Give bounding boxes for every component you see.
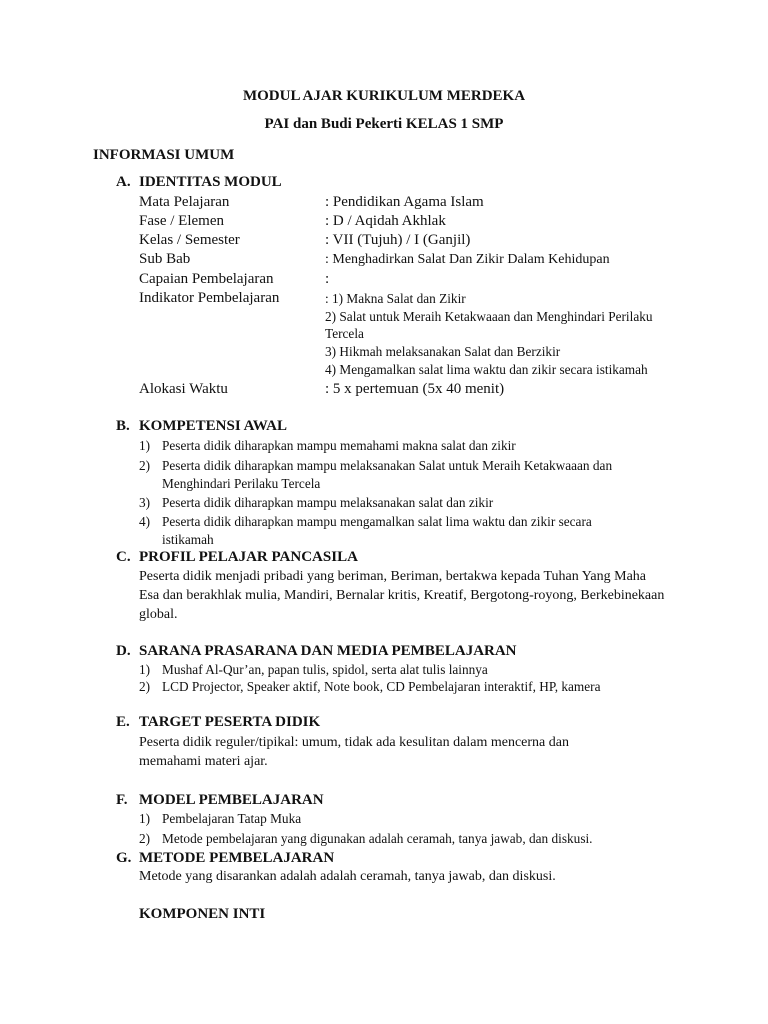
section-heading: MODEL PEMBELAJARAN: [139, 792, 324, 808]
section-heading: KOMPETENSI AWAL: [139, 418, 287, 434]
list-item-continuation: Menghindari Perilaku Tercela: [162, 476, 321, 491]
list-number: 1): [139, 811, 151, 826]
field-value: : 1) Makna Salat dan Zikir: [325, 291, 466, 306]
field-label: Mata Pelajaran: [139, 194, 230, 210]
list-number: 4): [139, 514, 151, 529]
paragraph-line: Peserta didik menjadi pribadi yang beriman, Beriman, bertakwa kepada Tuhan Yang Maha: [139, 569, 646, 584]
field-label: Sub Bab: [139, 251, 191, 267]
field-label: Capaian Pembelajaran: [139, 271, 274, 287]
section-heading: IDENTITAS MODUL: [139, 174, 282, 190]
field-value: : Pendidikan Agama Islam: [325, 194, 484, 210]
section-heading: PROFIL PELAJAR PANCASILA: [139, 549, 358, 565]
indikator-line: Tercela: [325, 326, 364, 341]
section-heading: METODE PEMBELAJARAN: [139, 850, 335, 866]
list-number: 1): [139, 438, 151, 453]
document-subtitle: PAI dan Budi Pekerti KELAS 1 SMP: [264, 116, 504, 132]
field-value: : D / Aqidah Akhlak: [325, 213, 446, 229]
list-item: Peserta didik diharapkan mampu melaksanakan salat dan zikir: [162, 495, 494, 510]
section-letter: C.: [116, 549, 131, 565]
list-number: 2): [139, 831, 151, 846]
list-item: Peserta didik diharapkan mampu melaksanakan Salat untuk Meraih Ketakwaaan dan: [162, 458, 613, 473]
field-label: Fase / Elemen: [139, 213, 224, 229]
field-value: :: [325, 271, 330, 287]
list-number: 2): [139, 679, 151, 694]
indikator-line: 2) Salat untuk Meraih Ketakwaaan dan Menghindari Perilaku: [325, 309, 653, 324]
list-number: 1): [139, 662, 151, 677]
list-item: LCD Projector, Speaker aktif, Note book, CD Pembelajaran interaktif, HP, kamera: [162, 679, 601, 694]
list-item-continuation: istikamah: [162, 532, 214, 547]
list-item: Peserta didik diharapkan mampu memahami makna salat dan zikir: [162, 438, 516, 453]
document-title: MODUL AJAR KURIKULUM MERDEKA: [242, 88, 526, 104]
section-letter: F.: [116, 792, 128, 808]
list-item: Peserta didik diharapkan mampu mengamalkan salat lima waktu dan zikir secara: [162, 514, 592, 529]
paragraph-line: Metode yang disarankan adalah adalah ceramah, tanya jawab, dan diskusi.: [139, 869, 556, 884]
section-letter: B.: [116, 418, 130, 434]
section-letter: A.: [116, 174, 131, 190]
section-letter: E.: [116, 714, 130, 730]
section-heading: TARGET PESERTA DIDIK: [139, 714, 321, 730]
section-heading-komponen-inti: KOMPONEN INTI: [139, 906, 266, 922]
field-label: Indikator Pembelajaran: [139, 290, 280, 306]
paragraph-line: Esa dan berakhlak mulia, Mandiri, Bernalar kritis, Kreatif, Bergotong-royong, Berkebinekaan: [139, 588, 665, 603]
field-value: : 5 x pertemuan (5x 40 menit): [325, 381, 505, 397]
field-label: Alokasi Waktu: [139, 381, 228, 397]
list-item: Pembelajaran Tatap Muka: [162, 811, 302, 826]
section-letter: G.: [116, 850, 132, 866]
paragraph-line: global.: [139, 607, 178, 622]
field-value: : Menghadirkan Salat Dan Zikir Dalam Kehidupan: [325, 252, 610, 267]
section-letter: D.: [116, 643, 131, 659]
paragraph-line: memahami materi ajar.: [139, 754, 268, 769]
list-number: 3): [139, 495, 151, 510]
indikator-line: 3) Hikmah melaksanakan Salat dan Berzikir: [325, 344, 561, 359]
list-number: 2): [139, 458, 151, 473]
indikator-line: 4) Mengamalkan salat lima waktu dan zikir secara istikamah: [325, 362, 648, 377]
section-heading-informasi-umum: INFORMASI UMUM: [93, 147, 235, 163]
paragraph-line: Peserta didik reguler/tipikal: umum, tidak ada kesulitan dalam mencerna dan: [139, 735, 569, 750]
field-value: : VII (Tujuh) / I (Ganjil): [325, 232, 471, 248]
section-heading: SARANA PRASARANA DAN MEDIA PEMBELAJARAN: [139, 643, 517, 659]
list-item: Mushaf Al-Qur’an, papan tulis, spidol, serta alat tulis lainnya: [162, 662, 488, 677]
field-label: Kelas / Semester: [139, 232, 240, 248]
list-item: Metode pembelajaran yang digunakan adalah ceramah, tanya jawab, dan diskusi.: [162, 831, 593, 846]
